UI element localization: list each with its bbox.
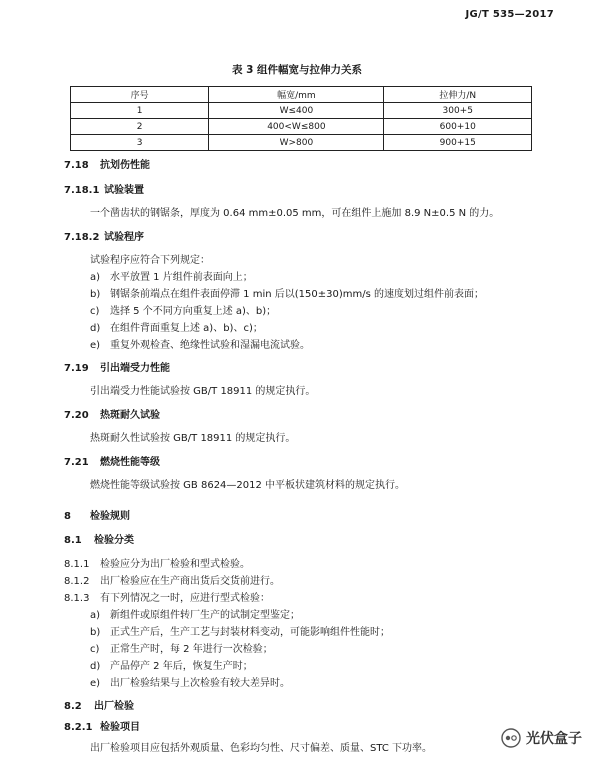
section-heading-7-19 [64,362,170,376]
section-title: 试验装置 [104,185,144,196]
list-label: e) [90,678,101,689]
list-item [90,677,290,691]
list-item [90,288,484,302]
width-tension-table [70,86,532,151]
list-text: 水平放置 1 片组件前表面向上； [110,272,253,283]
list-item [90,609,300,623]
table-cell: 900+15 [384,135,532,151]
section-title: 检验规则 [90,511,130,522]
list-item [90,660,253,674]
list-text: 钢锯条前端点在组件表面停滞 1 min 后以(150±30)mm/s 的速度划过组件前表面； [110,289,484,300]
section-number: 7.18.1 [64,185,100,196]
clause-text: 出厂检验应在生产商出货后交货前进行。 [100,576,280,587]
section-title: 检验项目 [100,722,140,733]
clause-number: 8.1.1 [64,559,90,570]
list-label: a) [90,610,101,621]
section-title: 出厂检验 [94,701,134,712]
table-cell: 600+10 [384,119,532,135]
table-cell: 300+5 [384,103,532,119]
wechat-account-icon [501,728,521,748]
paragraph: 引出端受力性能试验按 GB/T 18911 的规定执行。 [90,386,316,397]
section-title: 检验分类 [94,535,134,546]
section-heading-8-2-1 [64,721,140,735]
table-header-row [71,87,532,103]
column-header: 幅宽/mm [209,87,384,103]
clause-8-1-2 [64,575,280,589]
list-label: c) [90,644,100,655]
section-heading-8-1 [64,534,134,548]
list-text: 产品停产 2 年后，恢复生产时； [110,661,253,672]
section-number: 7.19 [64,363,89,374]
list-text: 重复外观检查、绝缘性试验和湿漏电流试验。 [110,340,310,351]
list-text: 在组件背面重复上述 a)、b)、c)； [110,323,263,334]
clause-text: 检验应分为出厂检验和型式检验。 [100,559,250,570]
table-cell: W>800 [209,135,384,151]
section-heading-7-21 [64,456,160,470]
section-number: 8 [64,511,71,522]
section-number: 7.18 [64,160,89,171]
paragraph: 一个凿齿状的钢锯条，厚度为 0.64 mm±0.05 mm，可在组件上施加 8.9 N±0.5 N 的力。 [90,208,500,219]
list-text: 新组件或原组件转厂生产的试制定型鉴定； [110,610,300,621]
section-title: 引出端受力性能 [100,363,170,374]
section-heading-7-18-2 [64,231,144,245]
paragraph: 热斑耐久性试验按 GB/T 18911 的规定执行。 [90,433,296,444]
clause-8-1-3 [64,592,270,606]
section-heading-7-18-1 [64,184,144,198]
clause-8-1-1 [64,558,250,572]
paragraph: 燃烧性能等级试验按 GB 8624—2012 中平板状建筑材料的规定执行。 [90,480,406,491]
list-item [90,643,273,657]
clause-number: 8.1.2 [64,576,90,587]
table-row [71,135,532,151]
table-cell: 400<W≤800 [209,119,384,135]
list-label: b) [90,627,101,638]
list-text: 正式生产后，生产工艺与封装材料变动，可能影响组件性能时； [110,627,390,638]
section-number: 8.1 [64,535,82,546]
list-item [90,339,310,353]
table-row [71,119,532,135]
list-text: 选择 5 个不同方向重复上述 a)、b)； [110,306,277,317]
section-heading-8 [64,510,130,524]
section-number: 7.18.2 [64,232,100,243]
column-header: 拉伸力/N [384,87,532,103]
table-cell: 3 [71,135,209,151]
section-heading-7-18 [64,159,150,173]
section-number: 8.2.1 [64,722,93,733]
section-number: 7.20 [64,410,89,421]
list-item [90,305,276,319]
section-title: 试验程序 [104,232,144,243]
section-heading-8-2 [64,700,134,714]
list-label: c) [90,306,100,317]
table-row [71,103,532,119]
list-item [90,322,263,336]
section-number: 7.21 [64,457,89,468]
list-text: 正常生产时，每 2 年进行一次检验； [110,644,273,655]
section-title: 抗划伤性能 [100,160,150,171]
table-cell: W≤400 [209,103,384,119]
list-text: 出厂检验结果与上次检验有较大差异时。 [110,678,290,689]
list-label: a) [90,272,101,283]
paragraph: 试验程序应符合下列规定： [90,255,210,266]
list-item [90,626,390,640]
list-label: d) [90,323,101,334]
section-heading-7-20 [64,409,160,423]
paragraph: 出厂检验项目应包括外观质量、色彩均匀性、尺寸偏差、质量、STC 下功率。 [90,743,433,754]
section-title: 燃烧性能等级 [100,457,160,468]
table-cell: 1 [71,103,209,119]
watermark-text: 光伏盒子 [526,731,582,747]
table-cell: 2 [71,119,209,135]
watermark [501,728,582,748]
list-label: d) [90,661,101,672]
list-label: b) [90,289,101,300]
section-title: 热斑耐久试验 [100,410,160,421]
standard-code: JG/T 535—2017 [465,9,554,20]
clause-text: 有下列情况之一时，应进行型式检验： [100,593,270,604]
section-number: 8.2 [64,701,82,712]
column-header: 序号 [71,87,209,103]
table-caption: 表 3 组件幅宽与拉伸力关系 [231,64,363,76]
list-label: e) [90,340,101,351]
list-item [90,271,253,285]
clause-number: 8.1.3 [64,593,90,604]
